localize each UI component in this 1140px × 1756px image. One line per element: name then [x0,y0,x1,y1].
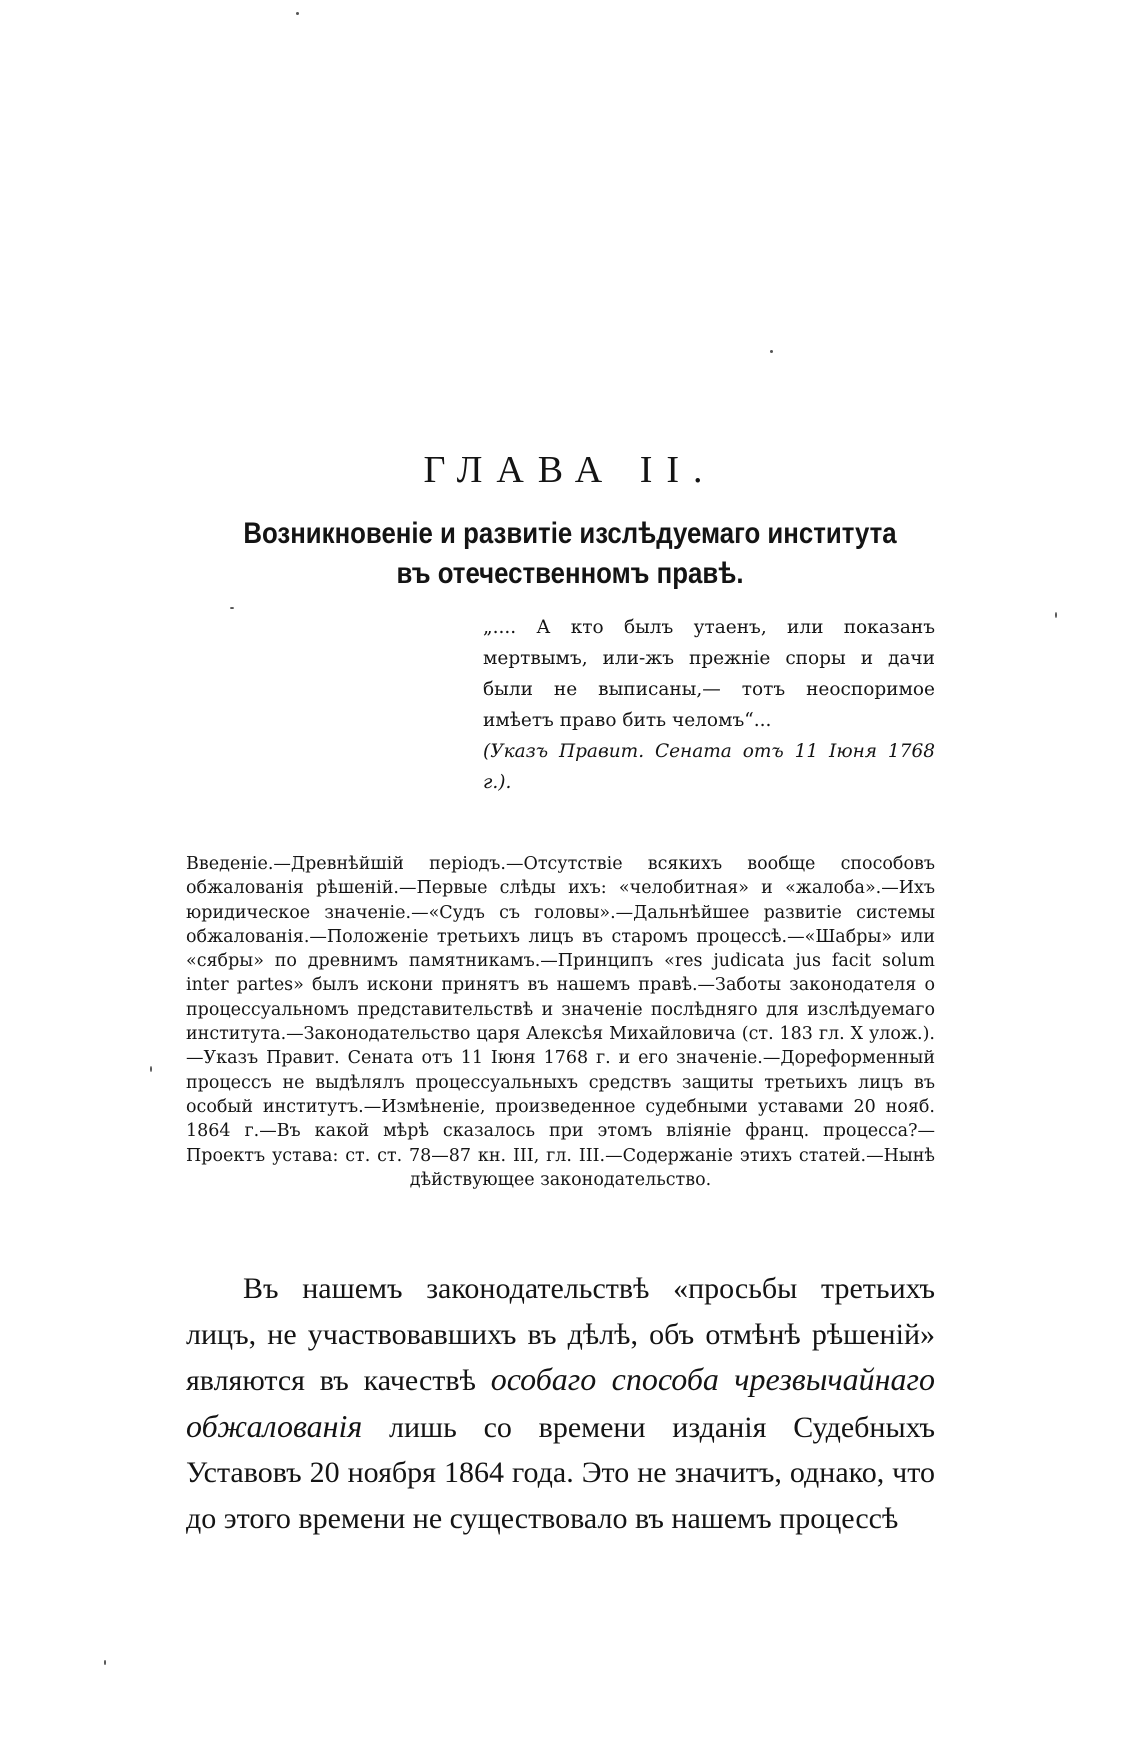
body-paragraph [186,1266,935,1541]
ink-speck [1055,612,1057,618]
chapter-summary: Введеніе.—Древнѣйшій періодъ.—Отсутствіе всякихъ вообще способовъ обжалованія рѣшеній.—Первые слѣды ихъ: «челобитная» и «жалоба».—Ихъ юридическое значеніе.—«Судъ съ головы».—Дальнѣйшее развитіе системы обжалованія.—Положеніе третьихъ лицъ въ старомъ процессѣ.—«Шабры» или «сябры» по древнимъ памятникамъ.—Принципъ «res judicata jus facit solum inter partes» былъ искони принятъ въ нашемъ правѣ.—Заботы законодателя о процессуальномъ представительствѣ и значеніе послѣдняго для изслѣдуемаго института.—Законодательство царя Алексѣя Михайловича (ст. 183 гл. X улож.).—Указъ Правит. Сената отъ 11 Іюня 1768 г. и его значеніе.—Дореформенный процессъ не выдѣлялъ процессуальныхъ средствъ защиты третьихъ лицъ въ особый институтъ.—Измѣненіе, произведенное судебными уставами 20 нояб. 1864 г.—Въ какой мѣрѣ сказалось при этомъ вліяніе франц. процесса?—Проектъ устава: ст. ст. 78—87 кн. III, гл. III.—Содержаніе этихъ статей.—Нынѣ дѣйствующее законодательство. [186,854,935,1190]
chapter-heading: ГЛАВА II. [423,449,717,491]
ink-speck [150,1066,152,1072]
ink-speck [770,350,773,353]
chapter-title-line-1: Возникновеніе и развитіе изслѣдуемаго института [243,517,897,550]
body-text-part-2: лишь со времени изданія Судебныхъ Уставовъ 20 ноября 1864 года. Это не значитъ, однако, что до этого времени не существовало въ нашемъ процессѣ [186,1410,935,1535]
chapter-title [192,514,949,594]
chapter-title-line-2: въ отечественномъ правѣ. [396,557,744,590]
epigraph-source: (Указъ Правит. Сената отъ 11 Іюня 1768 г.). [483,741,935,793]
body-text-part-1: Въ нашемъ законодательствѣ «просьбы третьихъ лицъ, не участвовавшихъ въ дѣлѣ, объ отмѣнѣ рѣшеній» являются въ качествѣ [186,1272,935,1397]
epigraph-quote: „.... А кто былъ утаенъ, или показанъ мертвымъ, или-жъ прежніе споры и дачи были не выписаны,— тотъ неоспоримое имѣетъ право бить челомъ“... [483,617,935,731]
ink-speck [230,607,234,609]
epigraph [483,612,935,798]
ink-speck [296,12,299,15]
body-emphasis: особаго способа чрезвычайнаго обжалованія [186,1361,935,1444]
ink-speck [104,1660,106,1665]
